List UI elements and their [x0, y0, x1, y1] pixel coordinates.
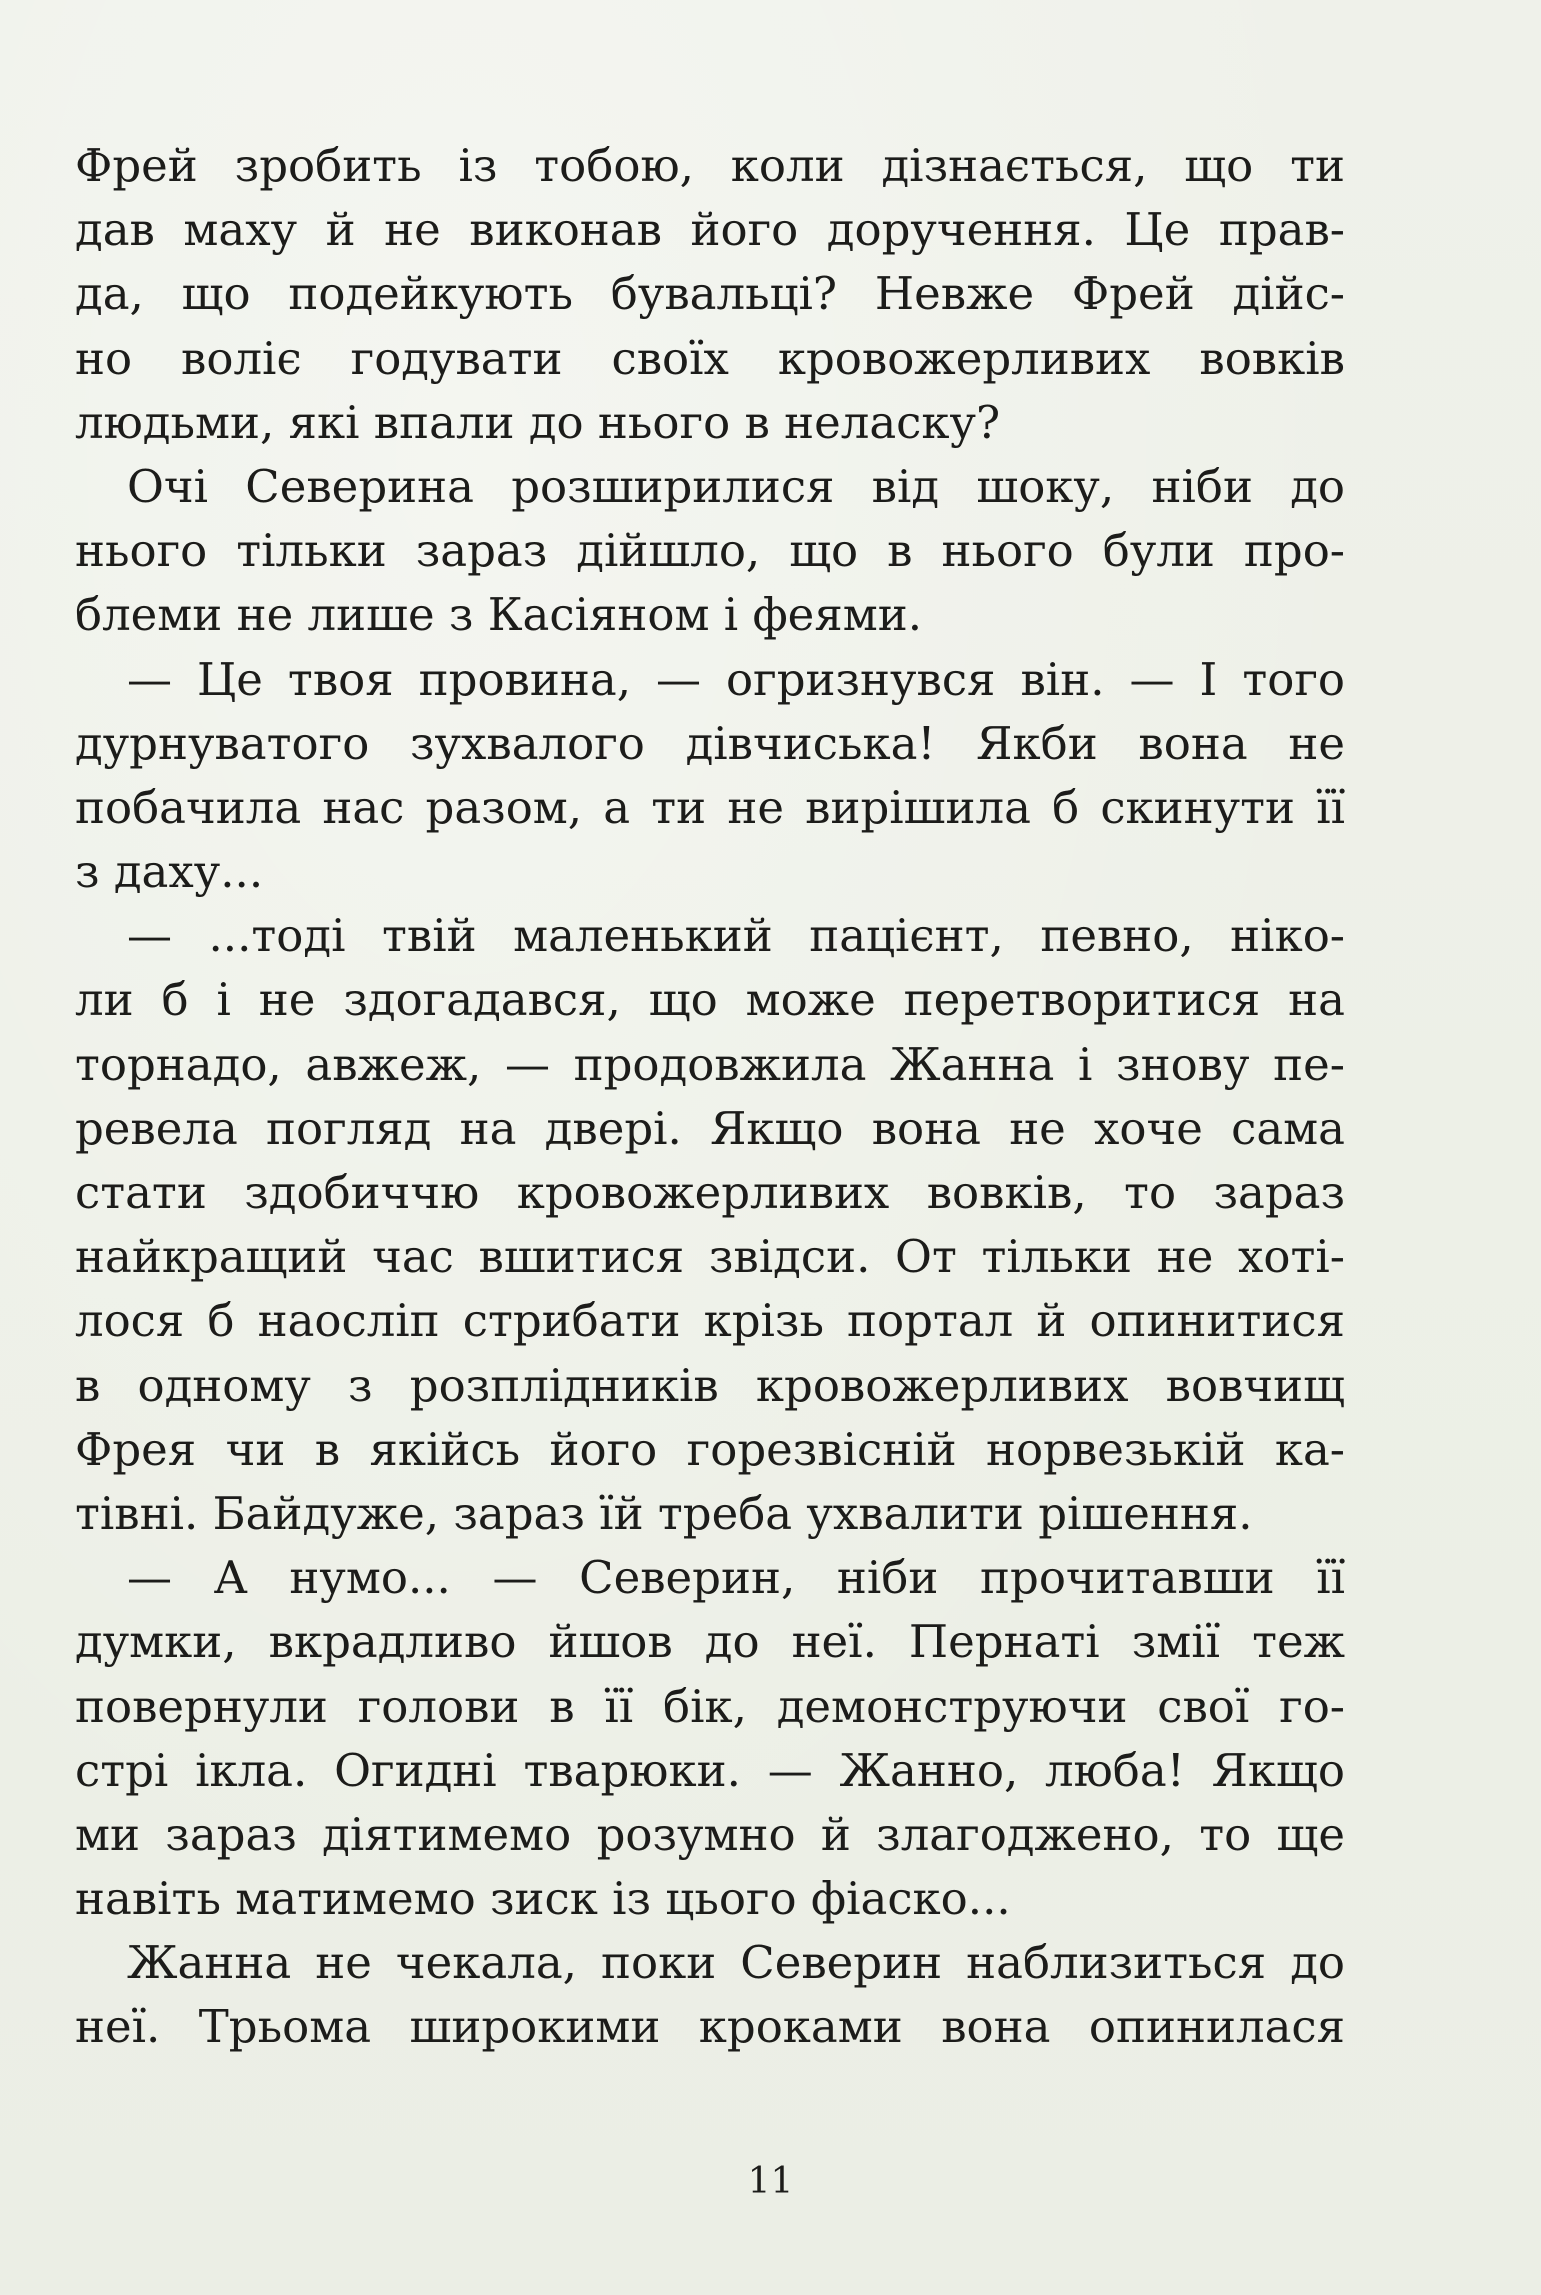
- text-line: Очі Северина розширилися від шоку, ніби до: [127, 459, 1345, 513]
- text-line: дурнуватого зухвалого дівчиська! Якби вона не: [75, 716, 1345, 770]
- text-line: повернули голови в її бік, демонструючи свої го-: [75, 1679, 1345, 1733]
- text-line: стрі ікла. Огидні тварюки. — Жанно, люба! Якщо: [75, 1743, 1345, 1797]
- text-line: — А нумо... — Северин, ніби прочитавши її: [127, 1551, 1345, 1605]
- text-line: найкращий час вшитися звідси. От тільки не хоті-: [75, 1230, 1345, 1284]
- text-line: Фрей зробить із тобою, коли дізнається, що ти: [75, 139, 1345, 192]
- text-line: ревела погляд на двері. Якщо вона не хоче сама: [75, 1101, 1345, 1155]
- text-line: дав маху й не виконав його доручення. Це прав-: [75, 203, 1345, 257]
- text-line: но воліє годувати своїх кровожерливих вовків: [75, 331, 1345, 385]
- text-line: Фрея чи в якійсь його горезвісній норвезькій ка-: [75, 1422, 1345, 1476]
- text-line: в одному з розплідників кровожерливих вовчищ: [75, 1358, 1345, 1412]
- text-line: блеми не лише з Касіяном і феями.: [75, 588, 923, 642]
- text-line: навіть матимемо зиск із цього фіаско...: [75, 1872, 1011, 1926]
- text-line: — Це твоя провина, — огризнувся він. — І того: [127, 652, 1345, 706]
- text-line: стати здобиччю кровожерливих вовків, то зараз: [75, 1166, 1345, 1219]
- page-number: 11: [747, 2161, 794, 2202]
- text-line: тівні. Байдуже, зараз їй треба ухвалити рішення.: [75, 1486, 1253, 1540]
- text-line: ли б і не здогадався, що може перетворитися на: [75, 973, 1345, 1027]
- text-line: побачила нас разом, а ти не вирішила б скинути її: [75, 780, 1345, 834]
- text-line: нього тільки зараз дійшло, що в нього були про-: [75, 524, 1345, 578]
- text-line: неї. Трьома широкими кроками вона опинилася: [75, 2000, 1345, 2054]
- text-line: лося б наосліп стрибати крізь портал й опинитися: [75, 1294, 1345, 1348]
- text-line: да, що подейкують бувальці? Невже Фрей дійс-: [75, 267, 1345, 321]
- text-line: ми зараз діятимемо розумно й злагоджено, то ще: [75, 1807, 1345, 1861]
- text-line: з даху...: [75, 845, 264, 899]
- text-line: Жанна не чекала, поки Северин наблизиться до: [127, 1936, 1345, 1990]
- text-line: торнадо, авжеж, — продовжила Жанна і знову пе-: [75, 1037, 1345, 1091]
- text-line: думки, вкрадливо йшов до неї. Пернаті змії теж: [75, 1615, 1345, 1669]
- text-line: — ...тоді твій маленький пацієнт, певно, ніко-: [127, 909, 1345, 963]
- body-text: [75, 134, 1345, 2060]
- text-line: людьми, які впали до нього в неласку?: [75, 395, 1001, 449]
